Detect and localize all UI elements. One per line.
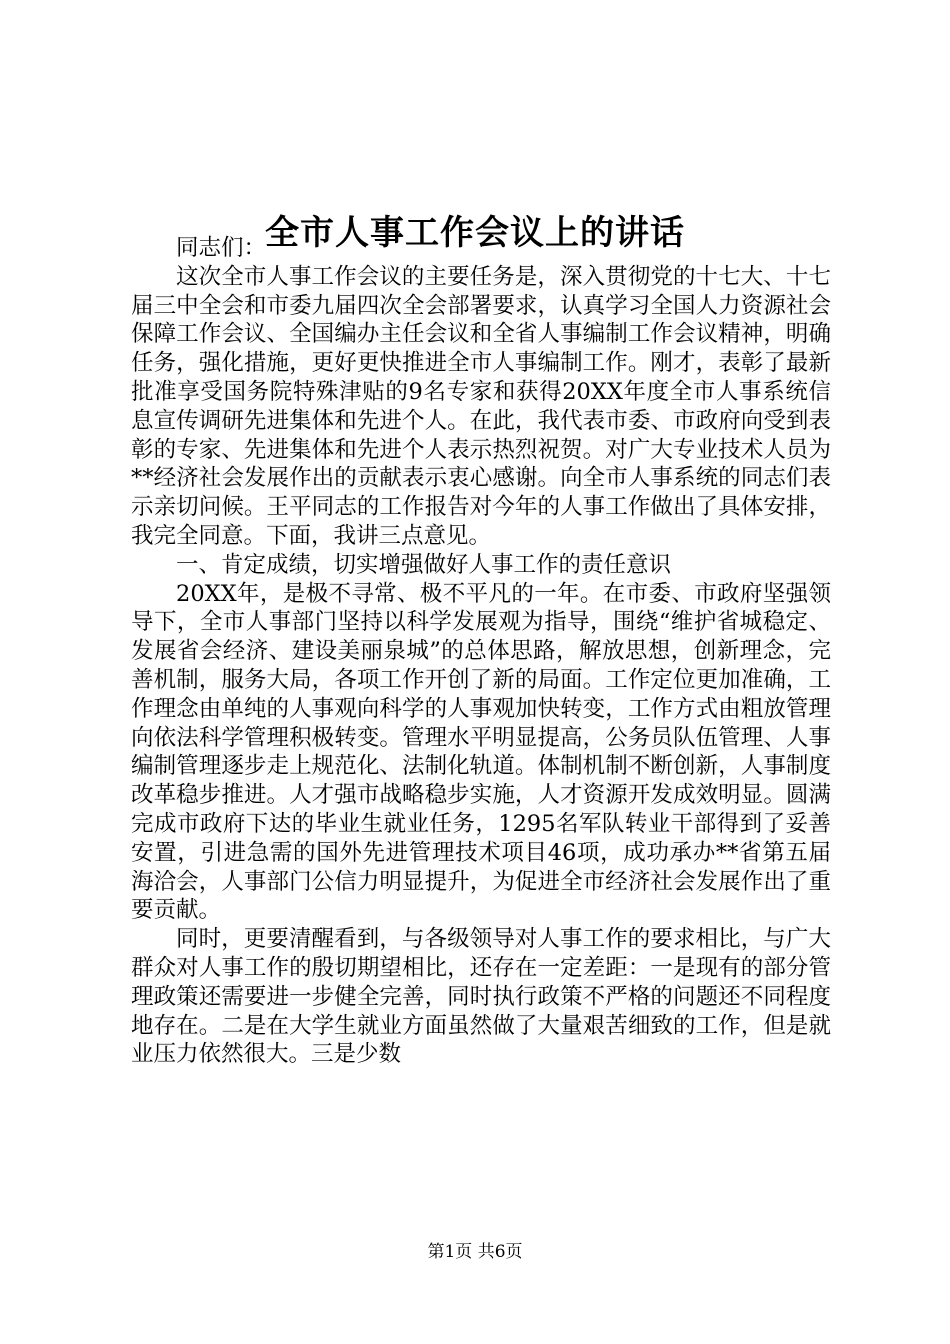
page-footer: 第1页 共6页 [427, 1242, 523, 1262]
achievements-paragraph: 20XX年，是极不寻常、极不平凡的一年。在市委、市政府坚强领导下，全市人事部门坚持以科学发展观为指导，围绕“维护省城稳定、发展省会经济、建设美丽泉城”的总体思路，解放思想，创新理念，完善机制，服务大局，各项工作开创了新的局面。工作定位更加准确，工作理念由单纯的人事观向科学的人事观加快转变，工作方式由粗放管理向依法科学管理积极转变。管理水平明显提高，公务员队伍管理、人事编制管理逐步走上规范化、法制化轨道。体制机制不断创新，人事制度改革稳步推进。人才强市战略稳步实施，人才资源开发成效明显。圆满完成市政府下达的毕业生就业任务，1295名军队转业干部得到了妥善安置，引进急需的国外先进管理技术项目46项，成功承办**省第五届海洽会，人事部门公信力明显提升，为促进全市经济社会发展作出了重要贡献。 [131, 580, 831, 924]
intro-paragraph: 这次全市人事工作会议的主要任务是，深入贯彻党的十七大、十七届三中全会和市委九届四次全会部署要求，认真学习全国人力资源社会保障工作会议、全国编办主任会议和全省人事编制工作会议精神，明确任务，强化措施，更好更快推进全市人事编制工作。刚才，表彰了最新批准享受国务院特殊津贴的9名专家和获得20XX年度全市人事系统信息宣传调研先进集体和先进个人。在此，我代表市委、市政府向受到表彰的专家、先进集体和先进个人表示热烈祝贺。对广大专业技术人员为**经济社会发展作出的贡献表示衷心感谢。向全市人事系统的同志们表示亲切问候。王平同志的工作报告对今年的人事工作做出了具体安排，我完全同意。下面，我讲三点意见。 [131, 263, 831, 549]
document-title: 全市人事工作会议上的讲话 [265, 212, 685, 253]
shortcomings-paragraph: 同时，更要清醒看到，与各级领导对人事工作的要求相比，与广大群众对人事工作的殷切期望相比，还存在一定差距：一是现有的部分管理政策还需要进一步健全完善，同时执行政策不严格的问题还不同程度地存在。二是在大学生就业方面虽然做了大量艰苦细致的工作，但是就业压力依然很大。三是少数 [131, 926, 831, 1068]
document-body [131, 234, 831, 1069]
section-heading-1: 一、肯定成绩，切实增强做好人事工作的责任意识 [176, 551, 672, 578]
salutation-paragraph: 同志们： [176, 235, 267, 261]
